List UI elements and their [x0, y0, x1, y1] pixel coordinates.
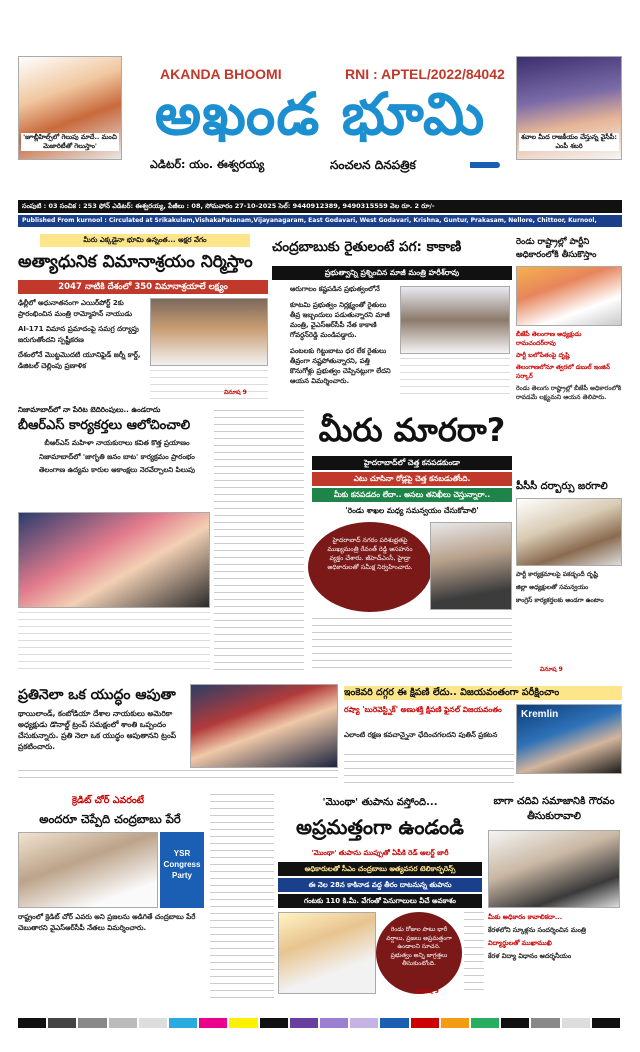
cyclone-headline: అప్రమత్తంగా ఉండండి — [295, 815, 464, 839]
farmers-body — [400, 358, 510, 398]
credit-mark: వినూష 9 — [224, 389, 247, 396]
credit-party-badge — [160, 832, 204, 908]
masthead-left-photo — [18, 56, 122, 160]
masthead-tagline: సంచలన దినపత్రిక — [330, 158, 416, 172]
meeru-headline: మీరు మారరా? — [318, 411, 506, 449]
airport-point: ఢిల్లీలో అధునాతనంగా ఎయిర్‌పోర్ట్ 2కు ప్రారంభించిన మంత్రి రామ్మోహన్ నాయుడు — [18, 299, 133, 318]
meeru-bar3: మీకు కనపడదం లేదా.. అసలు తనిఖీలు చెస్తున్నారా.. — [312, 488, 512, 502]
meeru-circle — [308, 522, 432, 612]
missile-text: ఎలాంటి రక్షణ కవచాన్నైనా ఛేదించగలదని పుతిన్ ప్రకటన — [344, 731, 498, 739]
masthead-arrow-icon — [470, 162, 500, 168]
farmers-photo — [400, 286, 510, 354]
kavitha-point: బీఆర్‌ఎస్‌ మహిళా నాయకురాలు కవిత కొత్త ప్రయాణం — [44, 439, 190, 447]
kharge-headline: పీసీసీ దర్బార్పు జరగాలి — [516, 481, 608, 492]
kharge-point: కాంగ్రెస్ కార్యకర్తలకు అండగా ఉంటాం — [516, 597, 604, 604]
kharge-point: జిల్లా అధ్యక్షులతో సమన్వయం — [516, 584, 589, 591]
meeru-body — [312, 618, 512, 674]
kavitha-photo — [18, 512, 210, 608]
cyclone-circle — [376, 912, 462, 994]
kavitha-body — [18, 612, 210, 674]
airport-subbar: 2047 నాటికి దేశంలో 350 విమానాశ్రయాలే లక్ష్యం — [18, 280, 268, 294]
kavitha-kicker: నిజామాబాద్‌లో నా పేరిట బెదిరింపులు.. ఉండరాదు — [18, 405, 161, 414]
airport-headline: అత్యాధునిక విమానాశ్రయం నిర్మిస్తాం — [18, 252, 253, 272]
war-text: థాయిలాండ్, కంబోడియా దేశాల నాయకులు అమెరికా అధ్యక్షుడు డొనాల్డ్ ట్రంప్ సమక్షంలో శాంతి ఒప్పందం చేసుకున్నారు. ప్రతి నెలా ఒక యుద్ధం ఆపుతానని ట్రంప్ ప్రకటించారు. — [18, 709, 177, 751]
kavitha-points — [24, 438, 210, 508]
states-point: పార్టీ బలోపేతంపై దృష్టి — [516, 352, 570, 359]
kavitha-headline: బీఆర్ఎస్ కార్యకర్తలు ఆలోచించాలి — [18, 418, 191, 433]
states-point: తెలంగాణలోనూ త్వరలో డబుల్ ఇంజిన్ సర్కార్ — [516, 364, 610, 380]
gaurav-point: కేరళ విద్యా విధానం ఆదర్శనీయం — [488, 952, 572, 960]
cyclone-bar1: 'మొంథా' తుపాను ముప్పుతో ఏపీకి రెడ్ అలర్ట్ జారీ — [311, 849, 449, 857]
lower-middle-column-text — [210, 794, 274, 998]
states-point: బీజేపీ తెలంగాణ అధ్యక్షుడు రామచందర్‌రావు — [516, 331, 582, 347]
middle-column-text — [214, 410, 304, 674]
gaurav-photo — [488, 830, 620, 908]
meeru-bar2: ఎటు చూసినా రోడ్లపై చెత్త కనబడుతోంది. — [312, 472, 512, 486]
farmers-point: పంటలకు గిట్టుబాటు ధర లేక రైతులు తీవ్రంగా నష్టపోతున్నారని, పత్తి కొనుగోళ్లు ప్రభుత్వం చెప్పినట్లుగా లేదని ఆయన విమర్శించారు. — [290, 347, 391, 385]
airport-photo — [150, 298, 268, 366]
cyclone-kicker: 'మొంథా' తుపాను వస్తోంది... — [322, 797, 438, 808]
war-photo — [190, 684, 338, 768]
published-line: Published From kurnool : Circulated at Srikakulam,VishakaPatanam,Vijayanagaram, East Godavari, West Godavari, Krishna, Guntur, Prakasam, Nellore, Chittoor, Kurnool, — [18, 215, 622, 227]
airport-point: దేశంలోనే మొట్టమొదటి యూనిఫైడ్ జర్నీ కార్డ్, డిజిటల్ చెల్లింపు ప్రణాళిక — [18, 351, 141, 370]
farmers-points — [290, 284, 396, 394]
credit-photo — [18, 832, 158, 908]
farmers-point: ఆరుగాలం కష్టపడిన ప్రభుత్వంలోనే — [290, 285, 380, 293]
credit-headline: అందరూ చెప్పేది చంద్రబాబు పేరే — [39, 812, 181, 826]
missile-body — [344, 754, 514, 784]
kharge-points — [516, 570, 622, 674]
farmers-subbar: ప్రభుత్వాన్ని ప్రశ్నించిన మాజీ మంత్రి హరీశ్‌రావు — [272, 266, 512, 280]
masthead-title: అఖండ భూమి — [154, 80, 486, 148]
masthead-rni: RNI : APTEL/2022/84042 — [345, 66, 505, 82]
gaurav-headline: బాగా చదివి సమాజానికి గౌరవం తీసుకురావాలి — [493, 796, 615, 822]
kavitha-point: తెలంగాణ ఉద్యమ కారుల ఆకాంక్షలు నెరవేర్చాలని పిలుపు — [38, 466, 196, 474]
missile-sub: రష్యా 'బురెవెస్ట్నిక్' అణుశక్తి క్షిపణి ఫైనల్ విజయవంతం — [344, 705, 502, 714]
kharge-point: పార్టీ కార్యక్రమాలపై పకడ్బందీ దృష్టి — [516, 571, 598, 578]
airport-point: AI-171 విమాన ప్రమాదంపై సమగ్ర దర్యాప్తు జరుగుతోందని స్పష్టీకరణ — [18, 325, 139, 344]
cyclone-bar3: ఈ నెల 28న కాకినాడ వద్ద తీరం దాటనున్న తుపాను — [278, 878, 482, 892]
missile-photo-label: Kremlin — [521, 709, 559, 720]
airport-points — [18, 298, 148, 410]
gaurav-point: కేరళలోని స్కూళ్లను సందర్శించిన మంత్రి — [488, 926, 586, 934]
masthead-right-photo — [516, 56, 622, 160]
airport-body — [150, 370, 268, 400]
kharge-photo — [516, 498, 622, 566]
meeru-bar4: 'రెండు శాఖల మధ్య సమన్వయం చేసుకోవాలి' — [345, 506, 479, 515]
credit-text: రాష్ట్రంలో క్రెడిట్ చోర్ ఎవరు అని ప్రజలను అడిగితే చంద్రబాబు పేరే చెబుతారని వైఎస్ఆర్‌సీపీ నేతలు విమర్శించారు. — [18, 913, 196, 932]
credit-mark: వినూష 9 — [416, 988, 439, 995]
gaurav-points — [488, 912, 620, 996]
missile-headline: ఇంకెవరి దగ్గర ఈ క్షిపణి లేదు.. విజయవంతంగా పరీక్షించాం — [344, 686, 622, 700]
meeru-photo — [430, 522, 512, 610]
states-point: రెండు తెలుగు రాష్ట్రాల్లో బీజేపీ అధికారంలోకి రావడమే లక్ష్యమని ఆయన తెలిపారు. — [516, 385, 622, 401]
masthead-editor: ఎడిటర్: యం. ఈశ్వరయ్య — [150, 158, 265, 171]
gaurav-point: మీకు అధికారం కావాలికదా... — [488, 913, 563, 921]
credit-kicker: క్రెడిట్ చోర్ ఎవరంటే — [72, 795, 144, 806]
meeru-bar1: హైదరాబాద్‌లో చెత్త కనపడకుండా — [312, 456, 512, 470]
gaurav-point: విద్యార్థులతో ముఖాముఖి — [488, 939, 552, 947]
missile-photo — [516, 704, 622, 774]
masthead-right-caption: శవాల మీద రాజకీయం చేస్తున్న వైసీపీ: ఎంపీ శబరి — [520, 133, 618, 150]
kavitha-point: నిజామాబాద్‌లో 'జాగృతి జనం బాట' కార్యక్రమం ప్రారంభం — [39, 452, 195, 461]
color-strip-top — [18, 1018, 622, 1028]
farmers-headline: చంద్రబాబుకు రైతులంటే పగ: కాకాణి — [272, 239, 462, 255]
masthead-left-caption: 'జూబ్లీహిల్స్‌లో గెలుపు మాదే.. మంచి మెజారిటీతో గెలుస్తాం' — [21, 133, 119, 151]
war-headline: ప్రతినెలా ఒక యుద్ధం ఆపుతా — [18, 687, 176, 703]
states-headline: రెండు రాష్ట్రాల్లో పార్టీని అధికారంలోకి తీసుకొస్తాం — [516, 237, 597, 260]
cyclone-bar2: అధికారులతో సీఎం చంద్రబాబు అత్యవసర టెలికాన్ఫరెన్స్ — [278, 862, 482, 876]
cyclone-body — [464, 912, 484, 994]
cyclone-circle-text: రెండు రోజుల పాటు భారీ వర్షాలు, ప్రజలు అప్రమత్తంగా ఉండాలని సూచన. ప్రభుత్వం అన్ని జాగ్రత్తలు తీసుకుంటోంది. — [386, 926, 452, 967]
states-photo — [516, 266, 622, 326]
cyclone-bar4: గంటకు 110 కి.మీ. వేగంతో పెనుగాలులు వీచే అవకాశం — [278, 894, 482, 908]
masthead-brand-en: AKANDA BHOOMI — [160, 66, 282, 82]
credit-mark: వినూష 9 — [540, 666, 563, 673]
airport-kicker: మీరు ఎక్కడైనా భూమి ఉన్నంత... అక్షర వేగం — [40, 234, 250, 247]
cyclone-photo — [278, 912, 376, 994]
war-body — [18, 770, 338, 784]
farmers-point: కూటమి ప్రభుత్వం నిర్లక్ష్యంతో రైతులు తీవ్ర ఇబ్బందులు పడుతున్నారని మాజీ మంత్రి, వైఎస్ఆర్‌సీపీ నేత కాకాణి గోవర్ధన్‌రెడ్డి మండిపడ్డారు. — [290, 301, 390, 339]
issue-line: సంపుటి : 03 సంచిక : 253 ఫోన్ ఎడిటర్: ఈశ్వరయ్య, పేజీలు : 08, సోమవారం 27-10-2025 సెల్: 9440912389, 9490315559 వెల రూ. 2 రూ/- — [18, 200, 622, 213]
meeru-circle-text: హైదరాబాద్ నగరం పరిశుభ్రతపై ముఖ్యమంత్రి రేవంత్ రెడ్డి అసహనం వ్యక్తం చేశారు. జీహెచ్ఎంసీ, హైడ్రా అధికారులతో సమీక్ష నిర్వహించారు. — [327, 537, 413, 571]
credit-party-label: YSR Congress Party — [163, 849, 201, 880]
states-points — [516, 330, 622, 408]
